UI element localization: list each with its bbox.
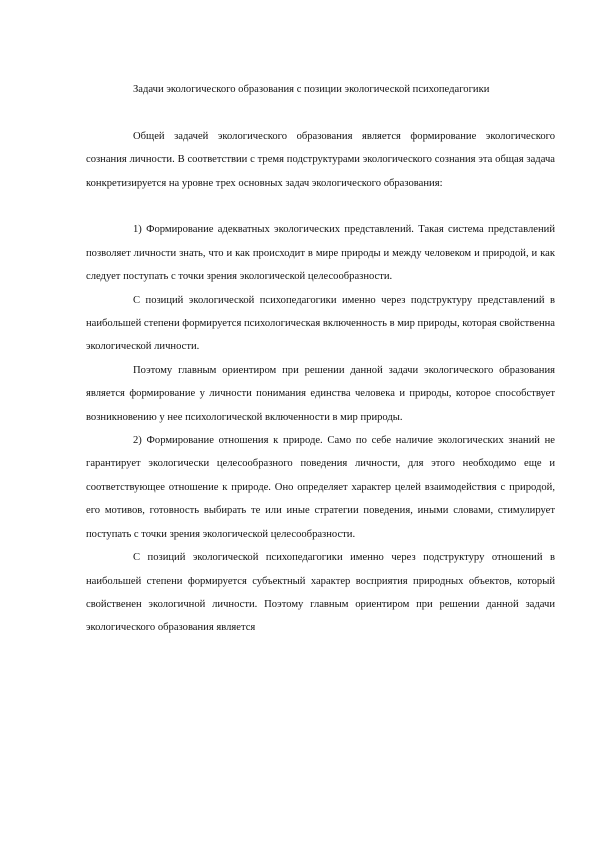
paragraph-task-1: 1) Формирование адекватных экологических представлений. Такая система представлений позволяет личности знать, что и как происходит в мире природы и между человеком и природой, и как следует поступать с точки зрения экологической целесообразности. [86,224,555,283]
paragraph-intro: Общей задачей экологического образования является формирование экологического сознания личности. В соответствии с тремя подструктурами экологического сознания эта общая задача конкретизируется на уровне трех основных задач экологического образования: [86,130,555,189]
paragraph-task-2-psychopedagogy: С позиций экологической психопедагогики именно через подструктуру отношений в наибольшей степени формируется субъектный характер восприятия природных объектов, который свойственен экологичной личности. Поэтому главным ориентиром при решении данной задачи экологического образования является [86,552,555,634]
paragraph-task-2: 2) Формирование отношения к природе. Само по себе наличие экологических знаний не гарантирует экологически целесообразного поведения личности, для этого необходимо еще и соответствующее отношение к природе. Оно определяет характер целей взаимодействия с природой, его мотивов, готовность выбирать те или иные стратегии поведения, иными словами, стимулирует поступать с точки зрения экологической целесообразности. [86,435,555,540]
document-body [86,78,555,640]
paragraph-task-1-guideline: Поэтому главным ориентиром при решении данной задачи экологического образования является формирование у личности понимания единства человека и природы, которое способствует возникновению у нее психологической включенности в мир природы. [86,364,555,423]
document-title: Задачи экологического образования с позиции экологической психопедагогики [133,84,490,95]
paragraph-task-1-psychopedagogy: С позиций экологической психопедагогики именно через подструктуру представлений в наибольшей степени формируется психологическая включенность в мир природы, которая свойственна экологической личности. [86,294,555,353]
